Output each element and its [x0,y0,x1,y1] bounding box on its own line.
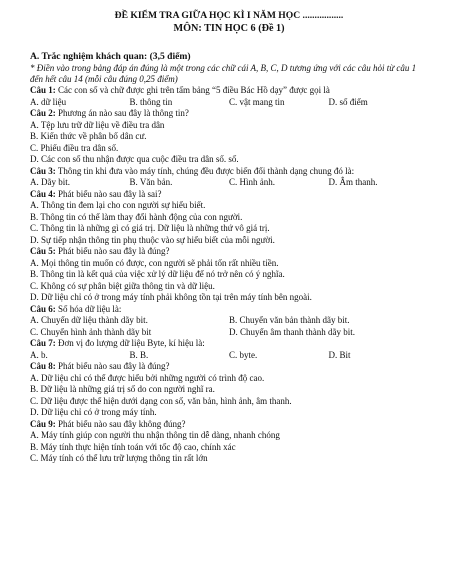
option-b[interactable]: B. thông tin [129,96,173,107]
question-number: Câu 2: [30,108,56,118]
question-text: Đơn vị đo lượng dữ liệu Byte, kí hiệu là: [58,338,205,348]
option-b[interactable]: B. Kiến thức về phân bố dân cư. [30,131,147,141]
question-5 [30,246,428,258]
option-a[interactable]: A. Dãy bit. [30,177,70,187]
question-text: Phát biểu nào sau đây là đúng? [58,361,170,371]
option-a[interactable]: A. Chuyển dữ liệu thành dãy bit. [30,315,148,325]
option-a[interactable]: A. dữ liệu [30,96,67,107]
part-a-title: A. Trắc nghiệm khách quan: (3,5 điểm) [30,51,191,62]
option-c[interactable]: C. Thông tin là những gì có giá trị. Dữ liệu là những thứ vô giá trị. [30,223,270,233]
option-d[interactable]: D. Sự tiếp nhận thông tin phụ thuộc vào sự hiểu biết của mỗi người. [30,234,275,245]
question-number: Câu 3: [30,165,56,176]
exam-title: ĐỀ KIỂM TRA GIỮA HỌC KÌ I NĂM HỌC ................. [114,10,344,21]
question-6 [30,304,428,316]
question-number: Câu 1: [30,85,56,95]
question-8 [30,361,428,373]
question-number: Câu 6: [30,303,56,314]
question-3-options [30,177,428,189]
question-text: Phương án nào sau đây là thông tin? [58,108,189,118]
option-c[interactable]: C. Hình ảnh. [229,177,275,187]
question-text: Các con số và chữ được ghi trên tấm bảng “5 điều Bác Hồ dạy” được gọi là [58,85,330,95]
question-6-options-row-2 [30,327,428,339]
option-c[interactable]: C. Phiếu điều tra dân số. [30,142,119,153]
option-d[interactable]: D. Chuyển âm thanh thành dãy bit. [229,326,355,337]
exam-subject: MÔN: TIN HỌC 6 (Đề 1) [173,23,285,34]
question-number: Câu 4: [30,188,56,199]
option-d[interactable]: D. Dữ liệu chỉ có ở trong máy tính. [30,407,157,417]
option-d[interactable]: D. Dữ liệu chỉ có ở trong máy tính phải không tồn tại trên máy tính bên ngoài. [30,292,312,302]
option-c[interactable]: C. Máy tính có thể lưu trữ lượng thông tin rất lớn [30,453,208,463]
option-b[interactable]: B. Văn bản. [129,177,173,187]
question-9 [30,419,428,431]
option-b[interactable]: B. Máy tính thực hiện tính toán với tốc độ cao, chính xác [30,441,236,452]
question-number: Câu 7: [30,338,56,348]
option-a[interactable]: A. Dữ liệu chỉ có thể được hiểu bởi những người có trình độ cao. [30,372,265,383]
option-a[interactable]: A. b. [30,349,48,360]
question-text: Phát biểu nào sau đây là đúng? [58,246,170,256]
question-2 [30,108,428,120]
option-a[interactable]: A. Thông tin đem lại cho con người sự hiểu biết. [30,200,206,210]
question-text: Phát biểu nào sau đây không đúng? [58,418,186,429]
option-a[interactable]: A. Mọi thông tin muốn có được, con người sẽ phải tốn rất nhiều tiền. [30,257,279,268]
option-b[interactable]: B. Thông tin là kết quả của việc xử lý dữ liệu để nó trở nên có ý nghĩa. [30,269,285,279]
option-b[interactable]: B. B. [129,349,149,360]
question-text: Thông tin khi đưa vào máy tính, chúng đều được biến đổi thành dạng chung đó là: [57,165,355,176]
option-a[interactable]: A. Tệp lưu trữ dữ liệu về điều tra dân [30,119,165,130]
question-6-options-row-1 [30,315,428,327]
question-text: Số hóa dữ liệu là: [58,303,122,314]
question-4 [30,189,428,201]
question-1 [30,85,428,97]
part-a-instruction: * Điền vào trong bảng đáp án đúng là một trong các chữ cái A, B, C, D tương ứng với các câu hỏi từ câu 1 đến hết câu 14 (mỗi câu đúng 0,25 điểm) [30,63,417,84]
question-7 [30,338,428,350]
question-number: Câu 5: [30,246,56,256]
option-c[interactable]: C. Dữ liệu được thể hiện dưới dạng con số, văn bản, hình ảnh, âm thanh. [30,395,292,406]
option-d[interactable]: D. Các con số thu nhận được qua cuộc điều tra dân số. số. [30,154,239,164]
question-3 [30,166,428,178]
question-text: Phát biểu nào sau đây là sai? [58,188,162,199]
option-b[interactable]: B. Chuyển văn bản thành dãy bit. [229,315,350,325]
question-1-options [30,97,428,109]
question-number: Câu 8: [30,361,56,371]
option-b[interactable]: B. Dữ liệu là những giá trị số do con người nghĩ ra. [30,384,215,394]
option-d[interactable]: D. Bit [328,349,351,360]
option-c[interactable]: C. Không có sự phân biệt giữa thông tin và dữ liệu. [30,280,215,291]
option-c[interactable]: C. byte. [229,349,258,360]
option-c[interactable]: C. Chuyển hình ảnh thành dãy bit [30,326,152,337]
option-b[interactable]: B. Thông tin có thể làm thay đổi hành động của con người. [30,211,243,222]
option-a[interactable]: A. Máy tính giúp con người thu nhận thông tin dễ dàng, nhanh chóng [30,430,280,440]
question-7-options [30,350,428,362]
option-c[interactable]: C. vật mang tin [229,96,285,107]
option-d[interactable]: D. Âm thanh. [328,177,378,187]
option-d[interactable]: D. số điểm [328,96,368,107]
question-number: Câu 9: [30,418,56,429]
